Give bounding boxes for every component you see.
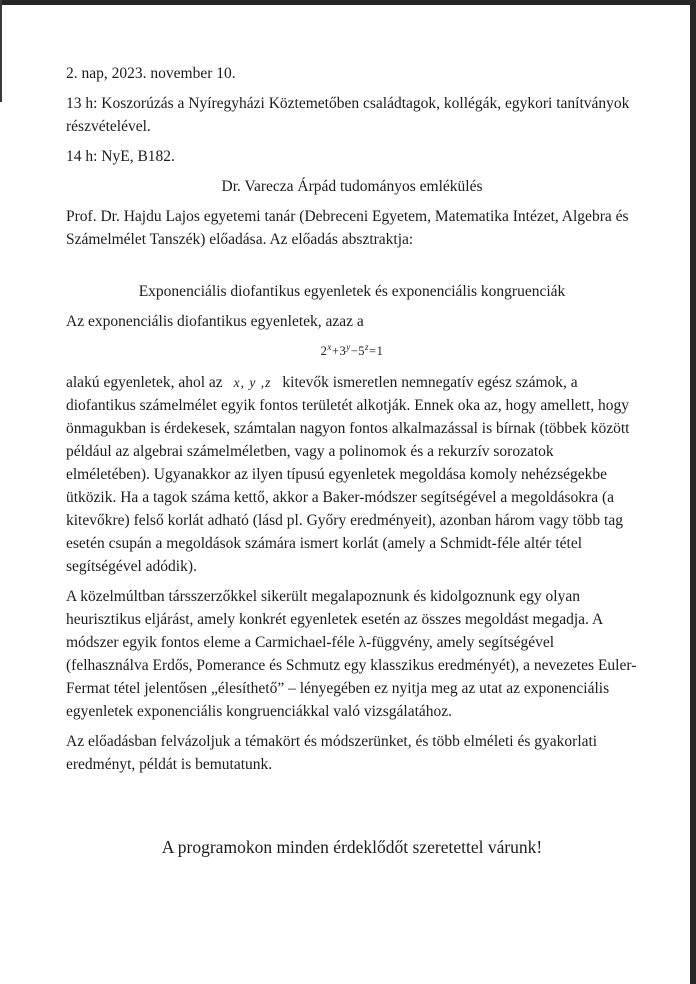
equation-term3-base: 5 xyxy=(358,344,366,358)
abstract-paragraph-1-post: kitevők ismeretlen nemnegatív egész számok, a diofantikus számelmélet egyik fontos területét alkotják. Ennek oka az, hogy amellett, hogy önmagukban is érdekesek, számtalan nagyon fontos alkalmazással is bírnak (többek között például az algebrai számelméletben, vagy a polinomok és a rekurzív sorozatok elméletében). Ugyanakkor az ilyen típusú egyenletek megoldása komoly nehézségekbe ütközik. Ha a tagok száma kettő, akkor a Baker-módszer segítségével a megoldásokra (a kitevőkre) felső korlát adható (lásd pl. Győry eredményeit), azonban három vagy több tag esetén csupán a megoldások számára ismert korlát (amely a Schmidt-féle altér tétel segítségével adódik). xyxy=(66,374,630,575)
equation-rhs: 1 xyxy=(376,344,384,358)
equation xyxy=(66,340,638,363)
abstract-intro: Az exponenciális diofantikus egyenletek, azaz a xyxy=(66,313,364,330)
abstract-paragraph-1 xyxy=(66,371,638,578)
equation-term1-exponent: x xyxy=(327,341,332,352)
session-title: Dr. Varecza Árpád tudományos emlékülés xyxy=(221,178,483,195)
equation-term1-base: 2 xyxy=(320,344,328,358)
ceremony-line: 13 h: Koszorúzás a Nyíregyházi Köztemetőben családtagok, kollégák, egykori tanítványok részvételével. xyxy=(66,95,630,135)
closing-line: A programokon minden érdeklődőt szeretettel várunk! xyxy=(161,837,543,857)
abstract-paragraph-3: Az előadásban felvázoljuk a témakört és módszerünket, és több elméleti és gyakorlati eredményt, példát is bemutatunk. xyxy=(66,733,598,773)
equation-term3-exponent: z xyxy=(365,341,370,352)
equation-plus-sign: + xyxy=(331,344,340,358)
equation-equals-sign: = xyxy=(369,344,377,358)
abstract-paragraph-2: A közelmúltban társszerzőkkel sikerült megalapoznunk és kidolgoznunk egy olyan heurisztikus eljárást, amely konkrét egyenletek esetén az összes megoldást megadja. A módszer egyik fontos eleme a Carmichael-féle λ-függvény, amely segítségével (felhasználva Erdős, Pomerance és Schmutz egy klasszikus eredményét), a nevezetes Euler-Fermat tétel jelentősen „élesíthető” – lényegében ez nyitja meg az utat az exponenciális egyenletek exponenciális kongruenciákkal való vizsgálatához. xyxy=(66,588,637,720)
equation-minus-sign: − xyxy=(350,344,359,358)
talk-title: Exponenciális diofantikus egyenletek és exponenciális kongruenciák xyxy=(138,283,566,300)
speaker-intro: Prof. Dr. Hajdu Lajos egyetemi tanár (Debreceni Egyetem, Matematika Intézet, Algebra és Számelmélet Tanszék) előadása. Az előadás absztraktja: xyxy=(66,208,629,248)
equation-term2-base: 3 xyxy=(339,344,347,358)
abstract-paragraph-1-pre: alakú egyenletek, ahol az xyxy=(66,374,223,391)
equation-term2-exponent: y xyxy=(346,341,351,352)
inline-math-variables: x, y ,z xyxy=(233,375,272,390)
date-line: 2. nap, 2023. november 10. xyxy=(66,65,236,82)
venue-line: 14 h: NyE, B182. xyxy=(66,148,175,165)
